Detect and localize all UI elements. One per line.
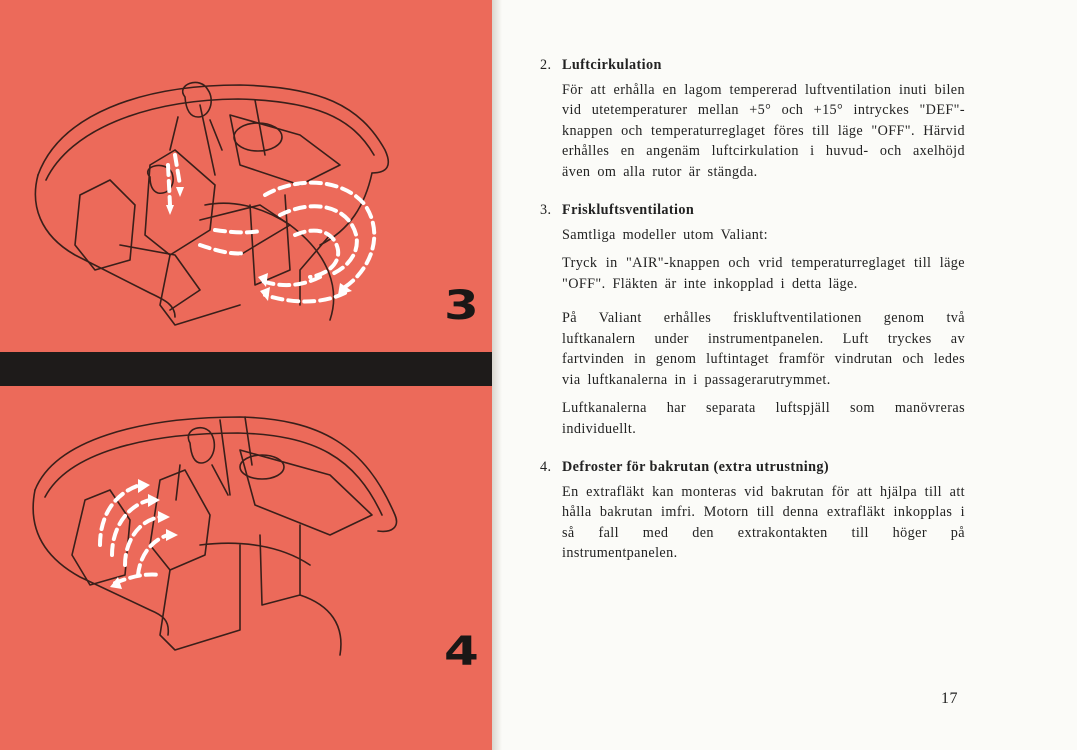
paragraph: Luftkanalerna har separata luftspjäll som manövreras individuellt.	[562, 400, 965, 437]
section-luftcirkulation	[540, 55, 965, 182]
paragraph: En extrafläkt kan monteras vid bakrutan för att hjälpa till att hålla bakrutan imfri. Motorn till denna extrafläkt inkopplas i så fall med den extrakontakten till höger på instrumentpanelen.	[562, 483, 965, 561]
figure-4-number: 4	[444, 629, 479, 675]
section-number: 2.	[540, 57, 552, 73]
figure-3-car-illustration	[0, 55, 492, 355]
figure-4-car-illustration	[0, 405, 492, 705]
section-friskluftsventilation	[540, 200, 965, 439]
paragraph: Tryck in "AIR"-knappen och vrid temperaturreglaget till läge "OFF". Fläkten är inte inkopplad i detta läge.	[562, 255, 965, 292]
section-title: Luftcirkulation	[562, 57, 662, 73]
divider-band	[0, 352, 492, 386]
section-defroster	[540, 457, 965, 564]
section-heading	[540, 55, 965, 76]
paragraph: På Valiant erhålles friskluftventilationen genom två luftkanalern under instrumentpanelen. Luft tryckes av fartvinden in genom luftintaget framför vindrutan och ledes via luftkanalerna in i passagerarutrymmet.	[562, 310, 965, 388]
figure-3-number: 3	[444, 283, 479, 329]
section-number: 3.	[540, 202, 552, 218]
section-number: 4.	[540, 459, 552, 475]
paragraph: För att erhålla en lagom tempererad luftventilation inuti bilen vid utetemperaturer mellan +5° och +15° intryckes "DEF"-knappen och temperaturreglaget föres till läge "OFF". Härvid erhålles en angenäm luftcirkulation i huvud- och axelhöjd även om alla rutor är stängda.	[562, 81, 965, 180]
section-heading	[540, 457, 965, 478]
paragraph: Samtliga modeller utom Valiant:	[562, 226, 768, 243]
text-page	[540, 55, 965, 582]
page-gutter	[492, 0, 502, 750]
section-title: Friskluftsventilation	[562, 202, 695, 218]
section-title: Defroster för bakrutan (extra utrustning)	[562, 459, 830, 475]
section-heading	[540, 200, 965, 221]
page-number: 17	[941, 690, 958, 707]
